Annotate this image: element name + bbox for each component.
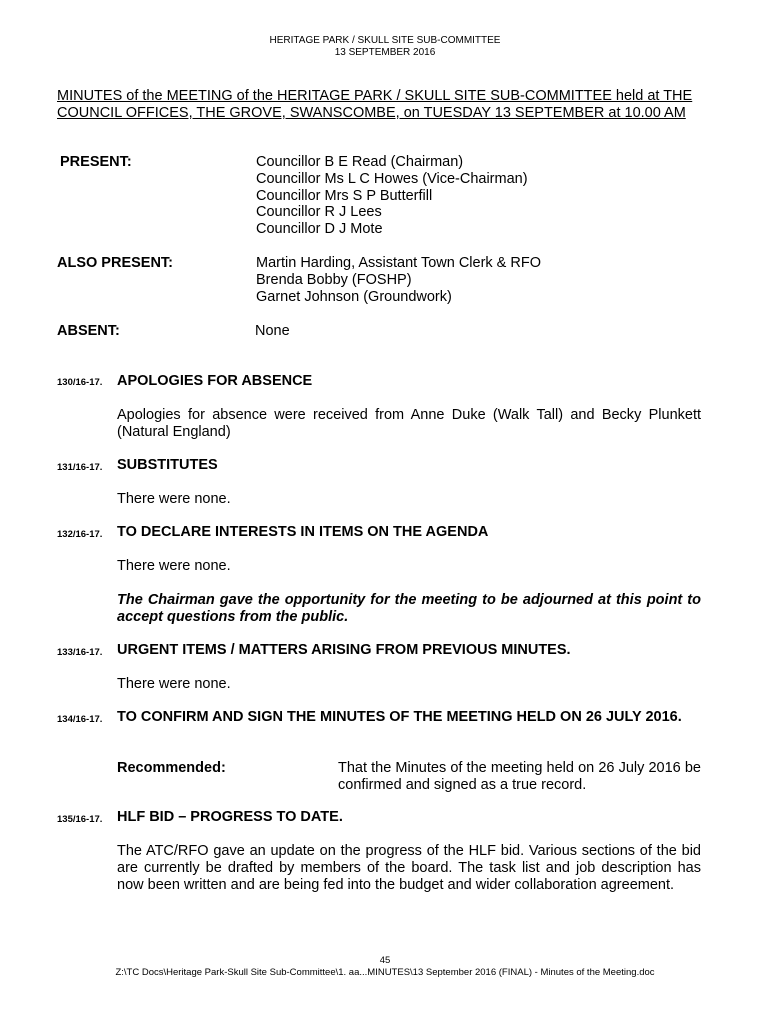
header-date: 13 SEPTEMBER 2016 (334, 47, 436, 58)
also-present-name: Brenda Bobby (FOSHP) (256, 271, 412, 288)
item-heading: URGENT ITEMS / MATTERS ARISING FROM PREVIOUS MINUTES. (117, 642, 571, 658)
header-committee: HERITAGE PARK / SKULL SITE SUB-COMMITTEE (269, 35, 501, 46)
present-name: Councillor D J Mote (256, 221, 383, 238)
page-number: 45 (379, 955, 391, 966)
absent-label: ABSENT: (57, 323, 120, 339)
absent-value: None (255, 323, 290, 339)
minute-number: 134/16-17. (57, 714, 103, 725)
item-heading: HLF BID – PROGRESS TO DATE. (117, 809, 343, 825)
present-name: Councillor R J Lees (256, 204, 382, 221)
file-path: Z:\TC Docs\Heritage Park-Skull Site Sub-Committee\1. aa...MINUTES\13 September 2016 (FINAL) - Minutes of the Meeting.doc (115, 967, 655, 978)
item-body: There were none. (117, 676, 231, 692)
minutes-title: MINUTES of the MEETING of the HERITAGE PARK / SKULL SITE SUB-COMMITTEE held at THE COUNCIL OFFICES, THE GROVE, SWANSCOMBE, on TUESDAY 13 SEPTEMBER at 10.00 AM (57, 88, 693, 121)
item-body: There were none. (117, 491, 231, 507)
also-present-label: ALSO PRESENT: (57, 255, 174, 271)
present-name: Councillor B E Read (Chairman) (256, 154, 464, 170)
document-header (0, 35, 770, 59)
item-body: Apologies for absence were received from Anne Duke (Walk Tall) and Becky Plunkett (Natural England) (117, 407, 701, 440)
present-name: Councillor Mrs S P Butterfill (256, 187, 433, 204)
present-name: Councillor Ms L C Howes (Vice-Chairman) (256, 170, 528, 187)
item-heading: SUBSTITUTES (117, 457, 218, 473)
item-body: There were none. (117, 558, 231, 574)
recommended-label: Recommended: (117, 760, 226, 776)
also-present-list (256, 255, 541, 305)
minute-number: 133/16-17. (57, 647, 103, 658)
minute-number: 135/16-17. (57, 814, 103, 825)
item-heading: APOLOGIES FOR ABSENCE (117, 373, 313, 389)
also-present-name: Garnet Johnson (Groundwork) (256, 288, 452, 305)
item-body: The ATC/RFO gave an update on the progress of the HLF bid. Various sections of the bid are currently be drafted by members of the board. The task list and job description has now been written and are being fed into the budget and wider collaboration agreement. (117, 843, 701, 893)
minute-number: 130/16-17. (57, 377, 103, 388)
recommended-text: That the Minutes of the meeting held on 26 July 2016 be confirmed and signed as a true record. (338, 760, 701, 793)
minute-number: 131/16-17. (57, 462, 103, 473)
present-list (256, 154, 528, 238)
chairman-note: The Chairman gave the opportunity for the meeting to be adjourned at this point to accept questions from the public. (117, 592, 701, 625)
also-present-name: Martin Harding, Assistant Town Clerk & RFO (256, 255, 541, 271)
item-heading: TO DECLARE INTERESTS IN ITEMS ON THE AGENDA (117, 524, 489, 540)
minute-number: 132/16-17. (57, 529, 103, 540)
item-heading: TO CONFIRM AND SIGN THE MINUTES OF THE MEETING HELD ON 26 JULY 2016. (117, 709, 682, 725)
present-label: PRESENT: (60, 154, 132, 170)
